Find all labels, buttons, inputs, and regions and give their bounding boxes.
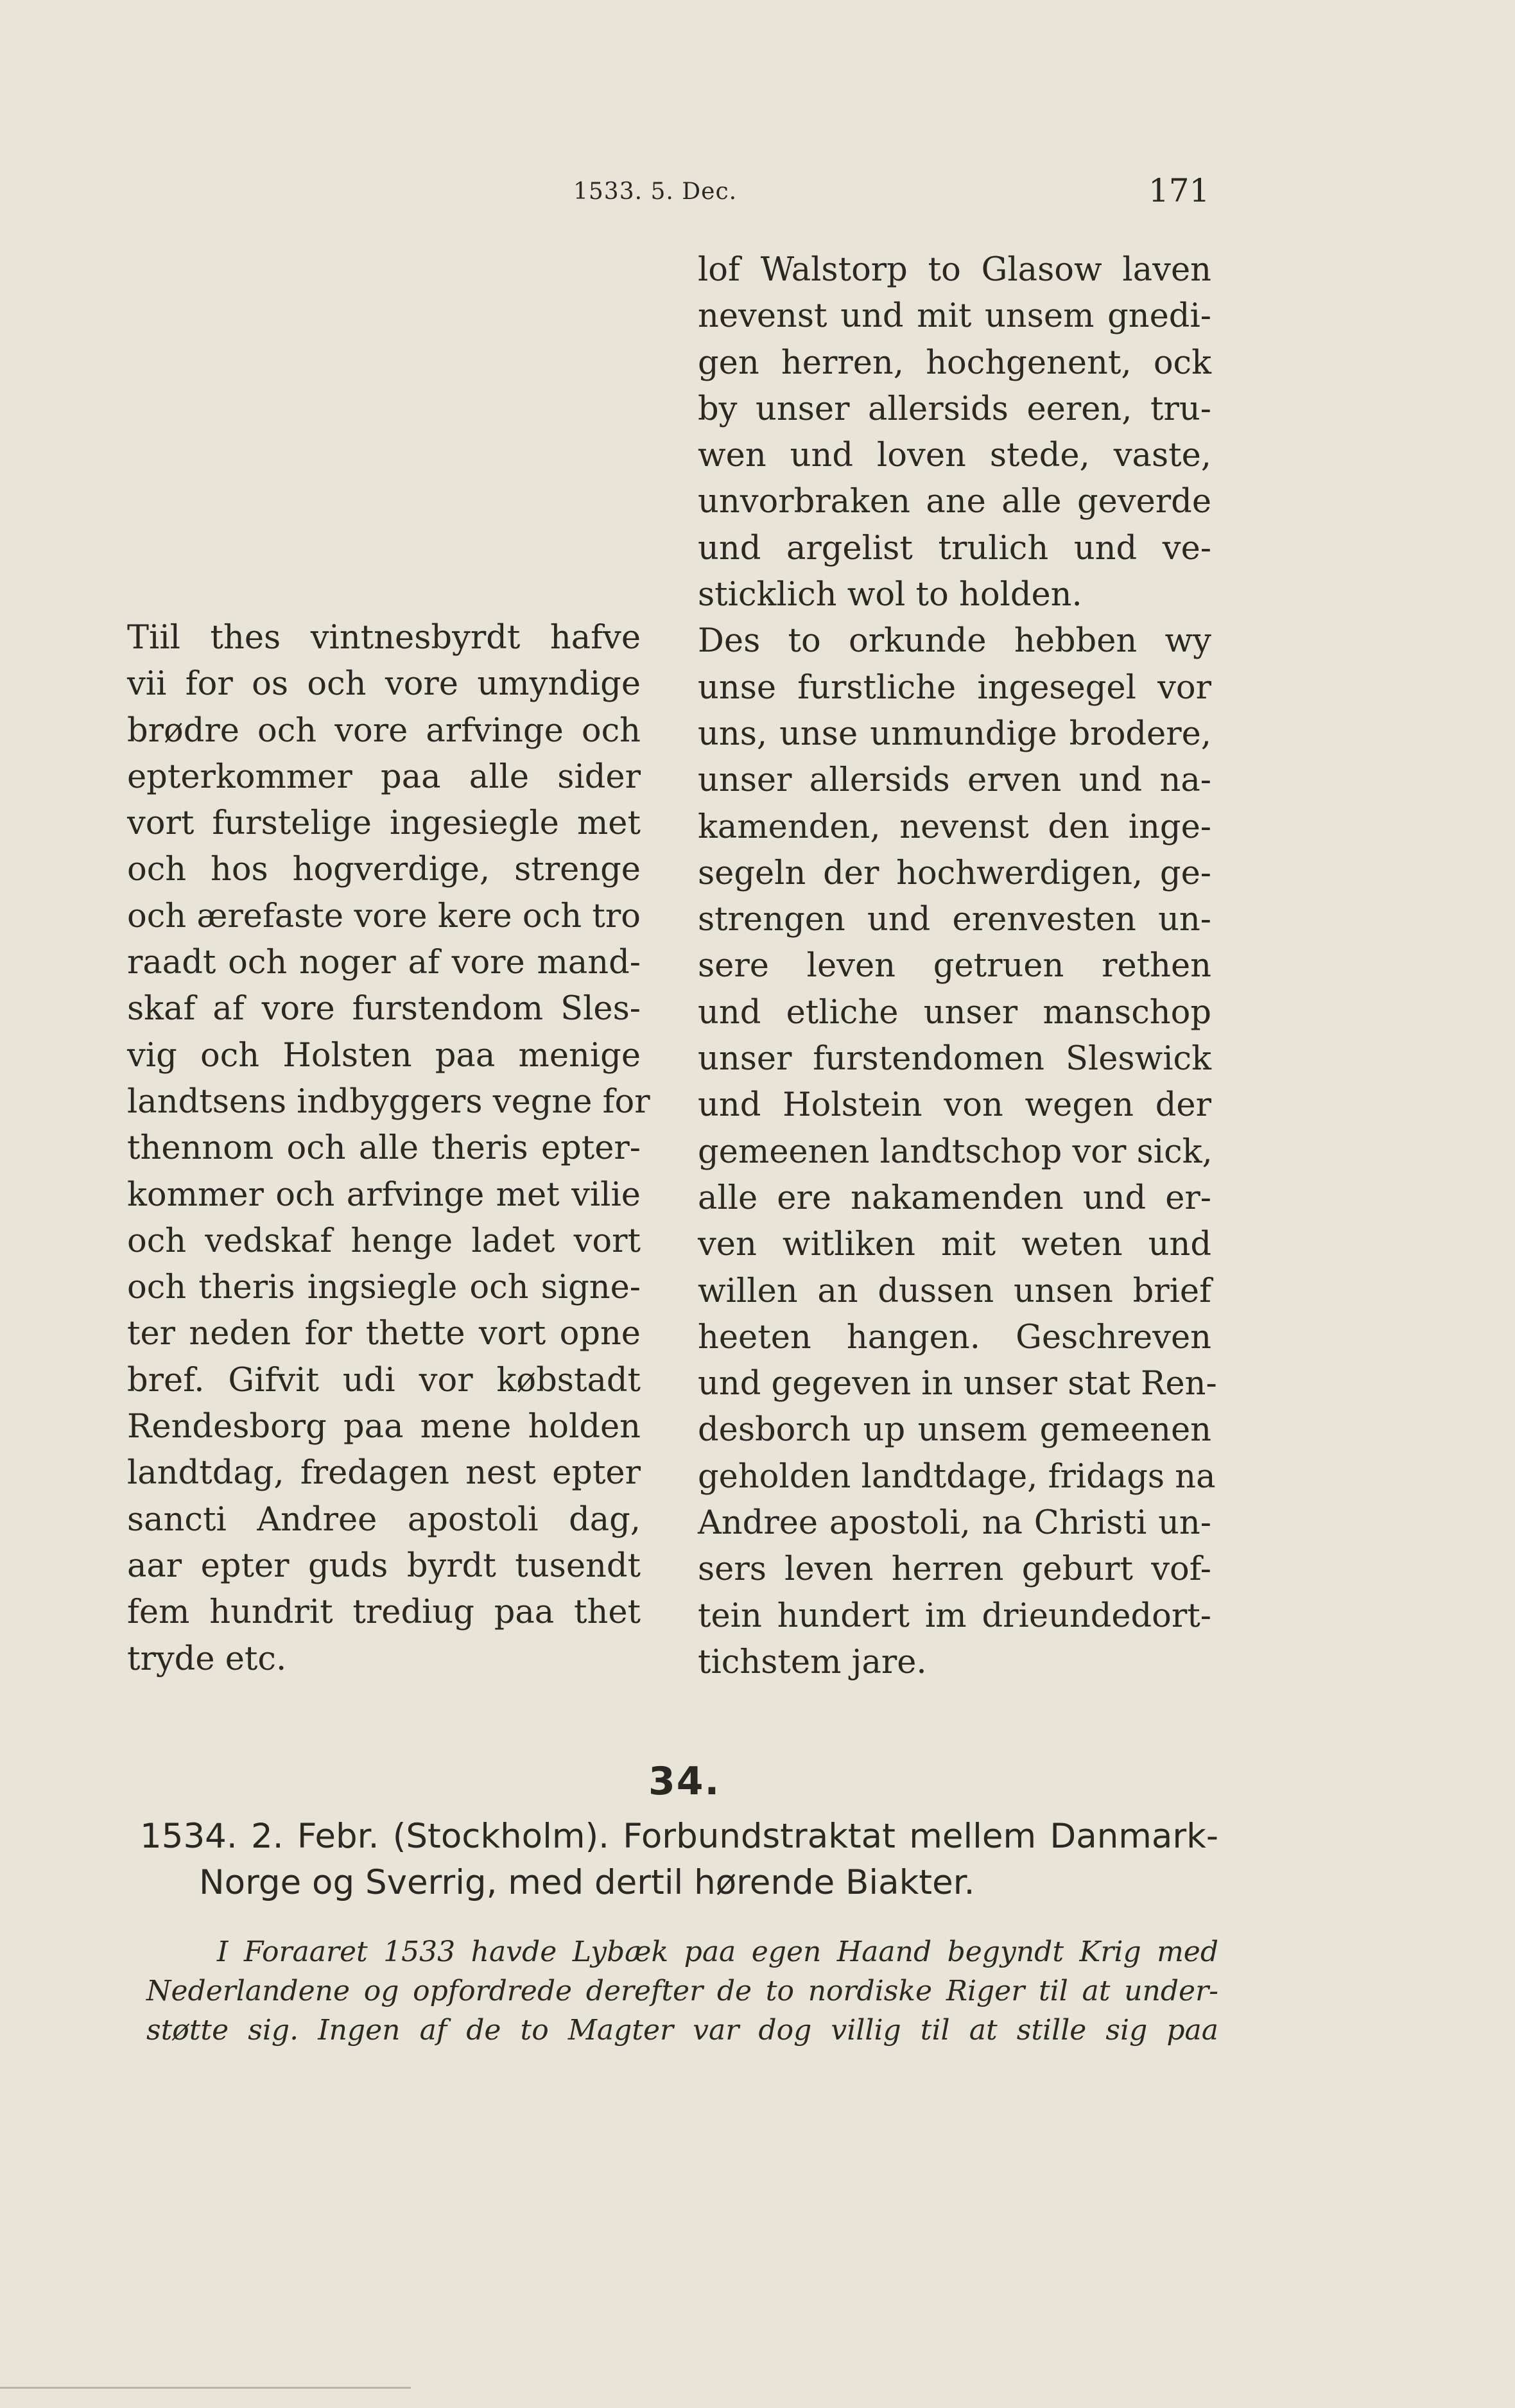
text-line: ter neden for thette vort opne <box>127 1315 641 1353</box>
text-line: tryde etc. <box>127 1640 287 1678</box>
text-line: vig och Holsten paa menige <box>127 1036 641 1075</box>
text-line: und Holstein von wegen der <box>698 1086 1211 1125</box>
title-line: 1534. 2. Febr. (Stockholm). Forbundstraktat mellem Danmark- <box>140 1817 1218 1856</box>
text-line: epterkommer paa alle sider <box>127 758 641 796</box>
intro-line: I Foraaret 1533 havde Lybæk paa egen Haand begyndt Krig med <box>217 1936 1218 1968</box>
text-line: by unser allersids eeren, tru- <box>698 390 1211 428</box>
text-line: nevenst und mit unsem gnedi- <box>698 297 1211 336</box>
text-line: Rendesborg paa mene holden <box>127 1408 641 1446</box>
text-line: und argelist trulich und ve- <box>698 529 1211 567</box>
text-line: och hos hogverdige, strenge <box>127 851 641 889</box>
text-line: och ærefaste vore kere och tro <box>127 897 641 935</box>
text-line: Des to orkunde hebben wy <box>698 622 1211 661</box>
text-line: landtsens indbyggers vegne for <box>127 1082 650 1121</box>
text-line: landtdag, fredagen nest epter <box>127 1454 641 1493</box>
text-line: bref. Gifvit udi vor købstadt <box>127 1361 641 1399</box>
text-line: heeten hangen. Geschreven <box>698 1318 1211 1356</box>
intro-line: Nederlandene og opfordrede derefter de to nordiske Riger til at under- <box>146 1975 1218 2007</box>
text-line: sancti Andree apostoli dag, <box>127 1500 641 1539</box>
text-line: raadt och noger af vore mand- <box>127 944 641 982</box>
text-line: lof Walstorp to Glasow laven <box>698 251 1211 289</box>
text-line: kommer och arfvinge met vilie <box>127 1175 641 1214</box>
text-line: uns, unse unmundige brodere, <box>698 715 1211 753</box>
text-line: och vedskaf henge ladet vort <box>127 1222 641 1260</box>
bottom-divider <box>0 2387 411 2389</box>
text-line: unser allersids erven und na- <box>698 761 1211 800</box>
text-line: sticklich wol to holden. <box>698 576 1082 614</box>
text-line: strengen und erenvesten un- <box>698 901 1211 939</box>
text-line: brødre och vore arfvinge och <box>127 711 641 750</box>
text-line: ven witliken mit weten und <box>698 1226 1211 1264</box>
text-line: und gegeven in unser stat Ren- <box>698 1365 1217 1403</box>
intro-line: støtte sig. Ingen af de to Magter var dog villig til at stille sig paa <box>146 2014 1218 2047</box>
text-line: wen und loven stede, vaste, <box>698 437 1211 475</box>
introduction-paragraph <box>146 1932 1218 2050</box>
text-line: och theris ingsiegle och signe- <box>127 1269 641 1307</box>
text-line: skaf af vore furstendom Sles- <box>127 990 641 1028</box>
text-line: kamenden, nevenst den inge- <box>698 808 1211 846</box>
text-line: Tiil thes vintnesbyrdt hafve <box>127 619 641 657</box>
title-line: Norge og Sverrig, med dertil hørende Biakter. <box>199 1863 975 1902</box>
right-column-low-german-text <box>698 247 1217 1686</box>
section-number: 34. <box>648 1759 721 1804</box>
text-line: aar epter guds byrdt tusendt <box>127 1546 641 1585</box>
text-line: tichstem jare. <box>698 1643 927 1681</box>
running-header-date: 1533. 5. Dec. <box>573 178 738 205</box>
page-number: 171 <box>1148 172 1210 209</box>
text-line: sere leven getruen rethen <box>698 947 1211 985</box>
text-line: unser furstendomen Sleswick <box>698 1040 1211 1078</box>
text-line: fem hundrit trediug paa thet <box>127 1593 641 1632</box>
text-line: thennom och alle theris epter- <box>127 1129 641 1168</box>
text-line: unvorbraken ane alle geverde <box>698 483 1211 521</box>
document-title <box>140 1814 1218 1906</box>
text-line: gen herren, hochgenent, ock <box>698 343 1211 382</box>
text-line: unse furstliche ingesegel vor <box>698 668 1211 707</box>
text-line: vii for os och vore umyndige <box>127 665 641 704</box>
text-line: vort furstelige ingesiegle met <box>127 804 641 843</box>
text-line: geholden landtdage, fridags na <box>698 1457 1216 1496</box>
text-line: tein hundert im drieundedort- <box>698 1597 1211 1635</box>
text-line: segeln der hochwerdigen, ge- <box>698 854 1211 892</box>
text-line: willen an dussen unsen brief <box>698 1272 1211 1310</box>
text-line: Andree apostoli, na Christi un- <box>698 1504 1211 1543</box>
text-line: sers leven herren geburt vof- <box>698 1550 1211 1589</box>
text-line: und etliche unser manschop <box>698 993 1211 1032</box>
text-line: alle ere nakamenden und er- <box>698 1179 1211 1217</box>
left-column-danish-text <box>127 615 650 1683</box>
text-line: desborch up unsem gemeenen <box>698 1411 1211 1450</box>
text-line: gemeenen landtschop vor sick, <box>698 1132 1213 1171</box>
